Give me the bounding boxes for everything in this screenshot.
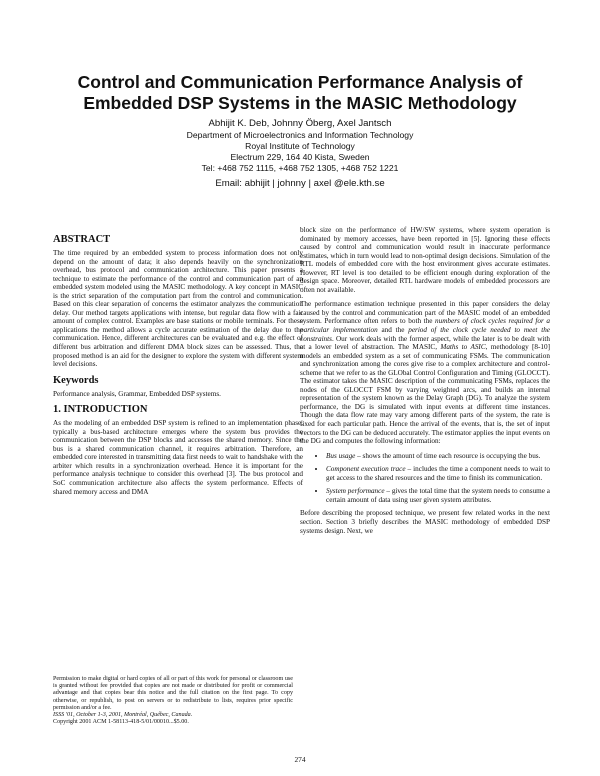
- introduction-text: As the modeling of an embedded DSP system is refined to an implementation phase, typically a bus-based architecture emerges where the system bus provides the communication between the DSP blocks and accesses the shared memory. Since the bus is a shared communication channel, it requires arbitration. Therefore, an embedded core interested in transmitting data first needs to wait to handshake with the arbiter which results in a synchronization overhead. Hence it is important for the performance analysis technique to consider this overhead [3]. The bus protocol and SoC communication architecture also affects the system performance. Effects of shared memory access and DMA: [53, 419, 303, 496]
- p2-emphasis-2: period of the clock cycle needed to meet the constraints: [300, 326, 550, 343]
- bullet-text: – includes the time a component needs to wait to get access to the shared resources and the time to finish its communication.: [326, 465, 550, 482]
- p2-text-a: The performance estimation technique presented in this paper considers the delay caused by the control and communication part of the MASIC model of an embedded system. Performance often refers to both the: [300, 300, 550, 326]
- title-line-2: Embedded DSP Systems in the MASIC Methodology: [83, 93, 517, 113]
- telephone: Tel: +468 752 1115, +468 752 1305, +468 752 1221: [201, 163, 399, 173]
- affiliation-department: Department of Microelectronics and Information Technology: [186, 130, 414, 140]
- bullet-term: Component execution trace: [326, 465, 406, 474]
- author-block: [40, 118, 560, 189]
- body-paragraph-2: [300, 300, 550, 445]
- page-number: 274: [294, 755, 306, 764]
- title-line-1: Control and Communication Performance Analysis of: [77, 72, 523, 92]
- body-paragraph-3: Before describing the proposed technique, we present few related works in the next section. Section 3 briefly describes the MASIC methodology of embedded DSP systems design. Next, we: [300, 509, 550, 535]
- bullet-text: – gives the total time that the system needs to consume a certain amount of data using user given system attributes.: [326, 487, 550, 504]
- p2-emphasis-1: numbers of clock cycles required for a particular implementation: [300, 317, 550, 335]
- abstract-heading: ABSTRACT: [53, 234, 111, 245]
- abstract-text: The time required by an embedded system to process information does not only depend on the amount of data; it also depends heavily on the synchronization overhead, bus protocol and communication architecture. This paper presents a technique to estimate the performance of the control and communication part of an embedded system modeled using the MASIC methodology. A key concept in MASIC is the strict separation of the computation part from the control and communication. Based on this clear separation of concerns the estimator analyzes the communication delay. Our method targets applications with intense, but regular data flow with a fair amount of complex control. Examples are base stations or mobile terminals. For these applications the method allows a cycle accurate estimation of the delay due to the communication. Hence, different architectures can be evaluated and e.g. the effect of different bus arbitration and different DMA block sizes can be assessed. Thus, the proposed method is an aid for the designer to explore the system with different system level decisions.: [53, 249, 303, 369]
- permission-copyright: Copyright 2001 ACM 1-58113-418-5/01/00010...$5.00.: [53, 719, 189, 726]
- bullet-text: – shows the amount of time each resource is occupying the bus.: [355, 451, 541, 460]
- keywords-heading: Keywords: [53, 374, 99, 386]
- p2-text-d: , methodology [8-10] models an embedded system as a set of communicating FSMs. The communication and synchronization among the cores give rise to a complex architecture and control-scheme that we refer to as the GLObal Control Configuration and Timing (GLOCCT). The estimator takes the MASIC description of the communicating FSMs, replaces the nodes of the GLOCCT FSM by varying weighted arcs, and builds an internal representation of the system known as the Delay Graph (DG). To analyze the system performance, the DG is simulated with input events at different time instances. Though the data flow rate may vary among different parts of the system, the rate is fixed for each particular path. Hence the arrival of the events, that is, the set of input vectors to the DG can be deduced accurately. The estimator applies the input events on the DG and computes the following information:: [300, 343, 550, 446]
- p2-text-b: and the: [377, 326, 409, 335]
- paper-title: [40, 72, 560, 114]
- permission-text: Permission to make digital or hard copies of all or part of this work for personal or classroom use is granted without fee provided that copies are not made or distributed for profit or commercial advantage and that copies bear this notice and the full citation on the first page. To copy otherwise, or republish, to post on servers or to redistribute to lists, requires prior specific permission and/or a fee.: [53, 676, 293, 711]
- p2-text-c: . Our work deals with the former aspect, while the later is to be dealt with at a lower level of abstraction. The MASIC,: [300, 334, 550, 352]
- email: Email: abhijit | johnny | axel @ele.kth.se: [215, 178, 385, 189]
- address: Electrum 229, 164 40 Kista, Sweden: [230, 152, 370, 162]
- keywords-text: Performance analysis, Grammar, Embedded DSP systems.: [53, 389, 221, 398]
- list-item: [326, 487, 550, 504]
- author-names: Abhijit K. Deb, Johnny Öberg, Axel Jantsch: [208, 118, 392, 129]
- permission-venue: ISSS '01, October 1-3, 2001, Montréal, Québec, Canada.: [53, 712, 193, 719]
- left-column: [53, 234, 303, 502]
- introduction-heading: 1. INTRODUCTION: [53, 404, 148, 416]
- affiliation-institute: Royal Institute of Technology: [245, 141, 355, 151]
- body-paragraph-1: block size on the performance of HW/SW systems, where system operation is dominated by memory accesses, have been reported in [5]. Ignoring these effects caused by control and communication would result in inaccurate performance estimates, which in turn would lead to non-optimal design decisions. Simulation of the RTL models of embedded core with the host environment gives accurate estimates. However, RT level is too detailed to be efficient enough during exploration of the design space. Moreover, detailed RTL hardware models of embedded processors are often not available.: [300, 226, 550, 294]
- list-item: [326, 465, 550, 482]
- bullet-term: System performance: [326, 487, 385, 496]
- right-column: [300, 226, 550, 541]
- list-item: [326, 452, 550, 461]
- permission-notice: [53, 676, 293, 726]
- bullet-term: Bus usage: [326, 451, 356, 460]
- info-list: [300, 452, 550, 505]
- p2-emphasis-3: Maths to ASIC: [440, 343, 486, 352]
